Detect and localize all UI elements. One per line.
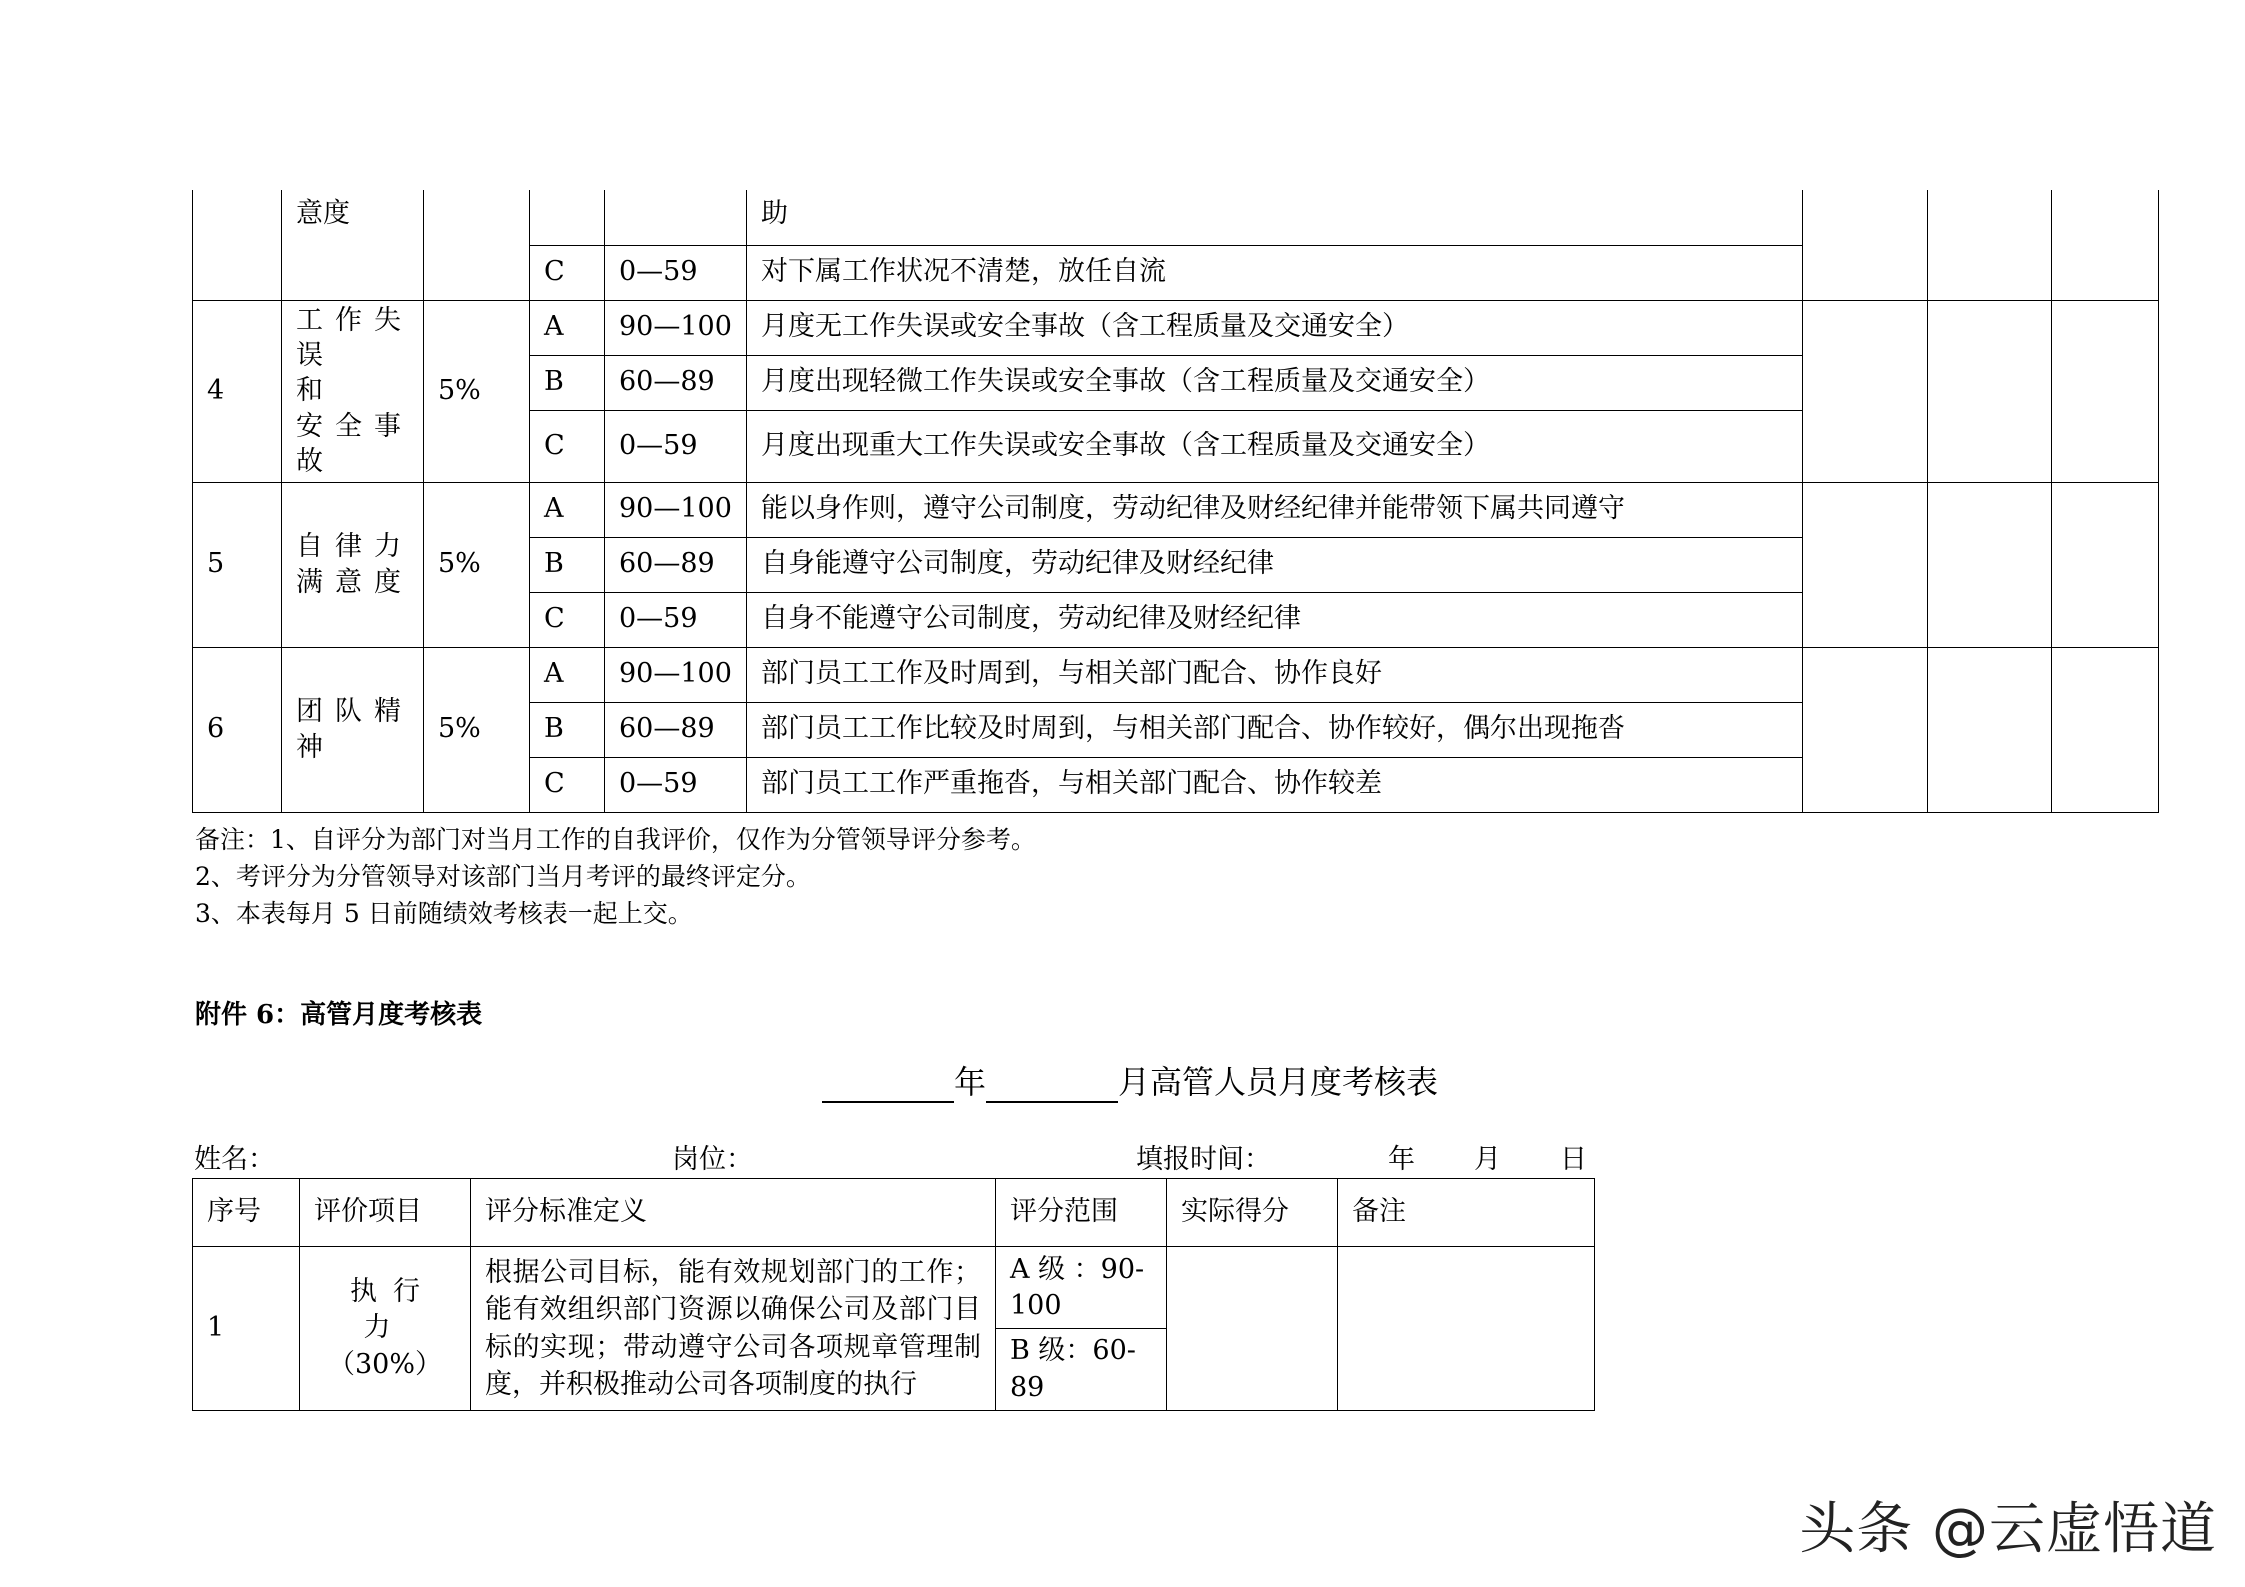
header-criteria: 评分标准定义 — [471, 1179, 996, 1247]
cell-range: 0—59 — [605, 592, 747, 647]
cell-range — [605, 190, 747, 245]
cell-desc: 部门员工工作比较及时周到，与相关部门配合、协作较好，偶尔出现拖沓 — [747, 702, 1803, 757]
form-title-text: 月高管人员月度考核表 — [1118, 1063, 1439, 1101]
header-actual-score: 实际得分 — [1167, 1179, 1338, 1247]
executive-assessment-table — [192, 1178, 1595, 1411]
fill-day: 日 — [1560, 1144, 1587, 1175]
cell-grade: A — [530, 300, 605, 355]
cell-self-score — [1803, 647, 1928, 812]
cell-grade: A — [530, 647, 605, 702]
header-item: 评价项目 — [300, 1179, 471, 1247]
cell-grade: A — [530, 482, 605, 537]
cell-range: 90—100 — [605, 482, 747, 537]
cell-desc: 对下属工作状况不清楚，放任自流 — [747, 245, 1803, 300]
cell-range: 60—89 — [605, 537, 747, 592]
cell-no: 4 — [193, 300, 282, 482]
cell-grade: C — [530, 592, 605, 647]
cell-grade: B — [530, 702, 605, 757]
note-line-2: 2、考评分为分管领导对该部门当月考评的最终评定分。 — [195, 862, 811, 891]
cell-desc: 能以身作则，遵守公司制度，劳动纪律及财经纪律并能带领下属共同遵守 — [747, 482, 1803, 537]
cell-grade — [530, 190, 605, 245]
table-row — [193, 647, 2159, 702]
cell-range: 90—100 — [605, 300, 747, 355]
cell-remark — [2052, 190, 2159, 300]
cell-remark — [1338, 1247, 1595, 1411]
note-line-1: 备注：1、自评分为部门对当月工作的自我评价，仅作为分管领导评分参考。 — [195, 825, 1036, 854]
cell-desc: 月度无工作失误或安全事故（含工程质量及交通安全） — [747, 300, 1803, 355]
cell-no: 1 — [193, 1247, 300, 1411]
note-line-3: 3、本表每月 5 日前随绩效考核表一起上交。 — [195, 899, 693, 928]
attachment-title: 附件 6：高管月度考核表 — [195, 1000, 483, 1030]
cell-item: 自律力 满意度 — [282, 482, 424, 647]
year-blank — [822, 1071, 954, 1103]
cell-no — [193, 190, 282, 300]
table-row — [193, 1247, 1595, 1329]
position-label: 岗位： — [672, 1144, 753, 1175]
month-blank — [986, 1071, 1118, 1103]
cell-remark — [2052, 482, 2159, 647]
fill-time-label: 填报时间： — [1136, 1144, 1271, 1175]
cell-review-score — [1928, 190, 2052, 300]
cell-self-score — [1803, 190, 1928, 300]
cell-grade: C — [530, 757, 605, 812]
cell-self-score — [1803, 482, 1928, 647]
cell-weight: 5% — [424, 647, 530, 812]
cell-grade: B — [530, 537, 605, 592]
name-label: 姓名： — [194, 1144, 275, 1175]
table-row — [193, 190, 2159, 245]
cell-desc: 月度出现重大工作失误或安全事故（含工程质量及交通安全） — [747, 410, 1803, 482]
cell-range: 60—89 — [605, 702, 747, 757]
form-title-year: 年 — [954, 1063, 987, 1101]
dept-assessment-table — [192, 190, 2159, 813]
header-no: 序号 — [193, 1179, 300, 1247]
cell-weight: 5% — [424, 482, 530, 647]
cell-no: 6 — [193, 647, 282, 812]
cell-range: 0—59 — [605, 410, 747, 482]
cell-range-b: B 级：60-89 — [996, 1329, 1167, 1411]
cell-item: 意度 — [282, 190, 424, 300]
cell-self-score — [1803, 300, 1928, 482]
cell-actual-score — [1167, 1247, 1338, 1411]
header-remark: 备注 — [1338, 1179, 1595, 1247]
cell-item: 工作失误 和 安全事故 — [282, 300, 424, 482]
cell-review-score — [1928, 647, 2052, 812]
table-row — [193, 300, 2159, 355]
cell-range: 90—100 — [605, 647, 747, 702]
cell-desc: 助 — [747, 190, 1803, 245]
cell-desc: 自身能遵守公司制度，劳动纪律及财经纪律 — [747, 537, 1803, 592]
cell-criteria: 根据公司目标，能有效规划部门的工作；能有效组织部门资源以确保公司及部门目标的实现；带动遵守公司各项规章管理制度，并积极推动公司各项制度的执行 — [471, 1247, 996, 1411]
cell-desc: 部门员工工作及时周到，与相关部门配合、协作良好 — [747, 647, 1803, 702]
fill-year: 年 — [1388, 1144, 1415, 1175]
cell-range: 0—59 — [605, 245, 747, 300]
table-header-row — [193, 1179, 1595, 1247]
cell-item-name: 执行力 — [350, 1275, 436, 1344]
cell-item: 团队精 神 — [282, 647, 424, 812]
cell-item — [300, 1247, 471, 1411]
table-row — [193, 482, 2159, 537]
cell-desc: 自身不能遵守公司制度，劳动纪律及财经纪律 — [747, 592, 1803, 647]
cell-grade: C — [530, 410, 605, 482]
watermark: 头条 @云虚悟道 — [1799, 1497, 2217, 1562]
cell-range: 0—59 — [605, 757, 747, 812]
cell-weight: 5% — [424, 300, 530, 482]
cell-desc: 月度出现轻微工作失误或安全事故（含工程质量及交通安全） — [747, 355, 1803, 410]
cell-remark — [2052, 300, 2159, 482]
cell-item-weight: （30%） — [327, 1348, 442, 1380]
cell-desc: 部门员工工作严重拖沓，与相关部门配合、协作较差 — [747, 757, 1803, 812]
cell-weight — [424, 190, 530, 300]
header-range: 评分范围 — [996, 1179, 1167, 1247]
cell-range: 60—89 — [605, 355, 747, 410]
cell-grade: B — [530, 355, 605, 410]
form-title — [822, 1057, 1438, 1103]
cell-remark — [2052, 647, 2159, 812]
fill-month: 月 — [1474, 1144, 1501, 1175]
cell-review-score — [1928, 482, 2052, 647]
cell-range-a: A 级 ：90-100 — [996, 1247, 1167, 1329]
cell-no: 5 — [193, 482, 282, 647]
cell-review-score — [1928, 300, 2052, 482]
cell-grade: C — [530, 245, 605, 300]
